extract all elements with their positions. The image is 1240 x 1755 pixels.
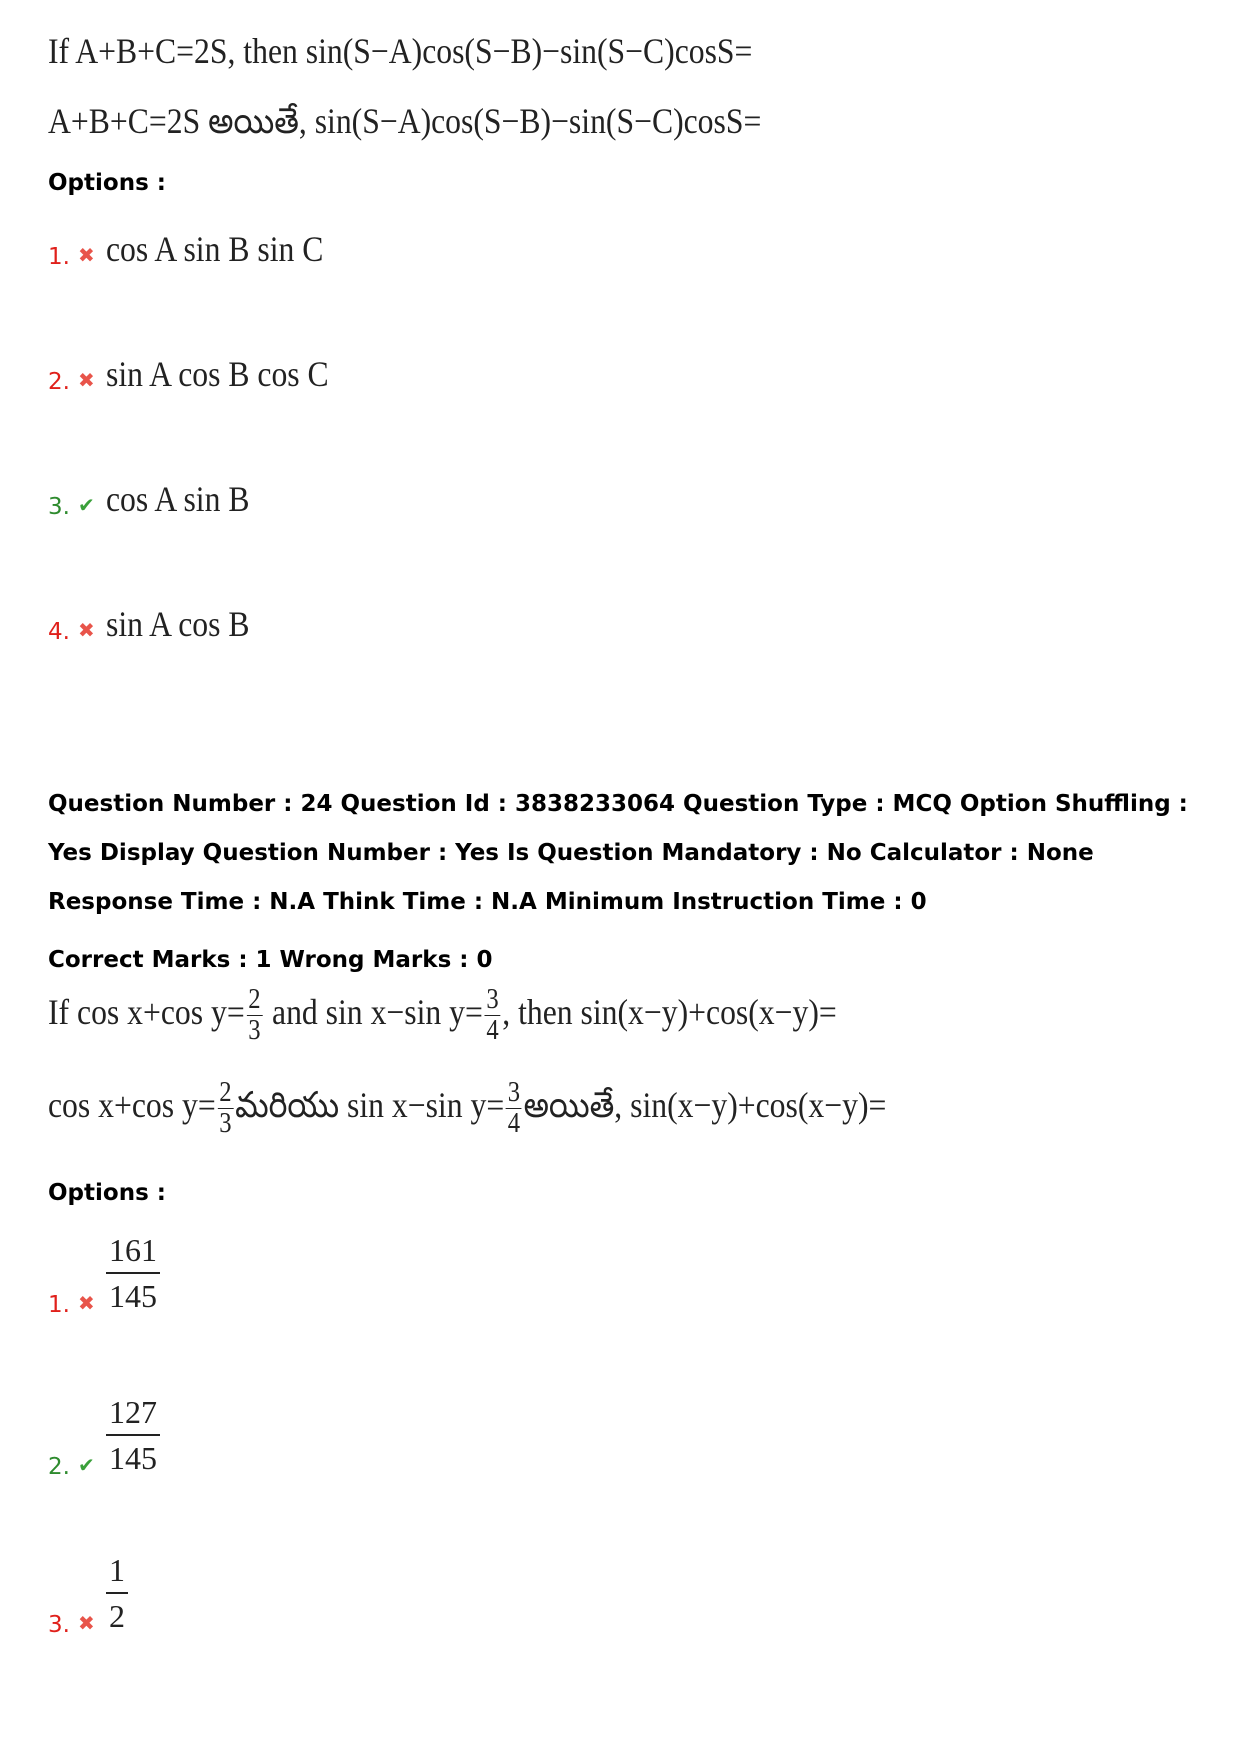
- option-3: [48, 478, 269, 520]
- check-icon: ✔: [78, 495, 95, 517]
- option-fraction: [106, 1390, 160, 1480]
- option-3: [48, 1548, 128, 1638]
- denominator: 4: [486, 1015, 499, 1046]
- option-number: 3.: [48, 494, 70, 520]
- numerator: 161: [106, 1228, 160, 1274]
- question-24-metadata: Question Number : 24 Question Id : 3838233064 Question Type : MCQ Option Shuffling : Yes Display Question Number : Yes Is Question Mandatory : No Calculator : None Response Time : N.A Think Time : N.A Minimum Instruction Time : 0: [48, 791, 1188, 915]
- denominator: 3: [248, 1015, 261, 1046]
- option-1: [48, 1228, 160, 1318]
- fraction: [246, 985, 262, 1046]
- option-4: [48, 603, 269, 645]
- option-number: 4.: [48, 619, 70, 645]
- text-part: cos x+cos y=: [48, 1084, 216, 1125]
- question-23-text-telugu: A+B+C=2S అయితే, sin(S−A)cos(S−B)−sin(S−C)cosS=: [48, 101, 762, 141]
- option-text: cos A sin B: [106, 479, 250, 519]
- denominator: 3: [219, 1108, 232, 1139]
- numerator: 2: [219, 1077, 232, 1108]
- fraction: [485, 985, 501, 1046]
- fraction: [506, 1078, 522, 1139]
- question-24-marks: Correct Marks : 1 Wrong Marks : 0: [48, 947, 493, 973]
- option-fraction: [106, 1228, 160, 1318]
- option-number: 1.: [48, 1292, 70, 1318]
- option-number: 2.: [48, 1454, 70, 1480]
- numerator: 1: [106, 1548, 128, 1594]
- cross-icon: ✖: [78, 370, 95, 392]
- text-part: If cos x+cos y=: [48, 991, 245, 1032]
- cross-icon: ✖: [78, 1293, 95, 1315]
- text-part: , then sin(x−y)+cos(x−y)=: [502, 991, 837, 1032]
- question-24-text-telugu: [48, 1078, 886, 1139]
- option-fraction: [106, 1548, 128, 1638]
- option-text: sin A cos B cos C: [106, 354, 329, 394]
- options-label: Options :: [48, 1180, 166, 1206]
- denominator: 4: [507, 1108, 521, 1139]
- denominator: 145: [109, 1440, 157, 1476]
- denominator: 2: [109, 1598, 125, 1634]
- numerator: 127: [106, 1390, 160, 1436]
- numerator: 2: [248, 984, 261, 1015]
- fraction: [217, 1078, 233, 1139]
- option-1: [48, 228, 353, 270]
- cross-icon: ✖: [78, 620, 95, 642]
- option-2: [48, 353, 359, 395]
- option-text: sin A cos B: [106, 604, 250, 644]
- question-23-text-english: If A+B+C=2S, then sin(S−A)cos(S−B)−sin(S−C)cosS=: [48, 31, 753, 71]
- denominator: 145: [109, 1278, 157, 1314]
- check-icon: ✔: [78, 1455, 95, 1477]
- question-24-text-english: [48, 985, 837, 1046]
- numerator: 3: [507, 1077, 521, 1108]
- option-text: cos A sin B sin C: [106, 229, 324, 269]
- cross-icon: ✖: [78, 245, 95, 267]
- option-number: 3.: [48, 1612, 70, 1638]
- numerator: 3: [486, 984, 499, 1015]
- text-part: అయితే, sin(x−y)+cos(x−y)=: [523, 1084, 887, 1125]
- options-label: Options :: [48, 170, 166, 196]
- text-part: and sin x−sin y=: [264, 991, 483, 1032]
- cross-icon: ✖: [78, 1613, 95, 1635]
- option-2: [48, 1390, 160, 1480]
- option-number: 2.: [48, 369, 70, 395]
- option-number: 1.: [48, 244, 70, 270]
- text-part: మరియు sin x−sin y=: [235, 1084, 505, 1125]
